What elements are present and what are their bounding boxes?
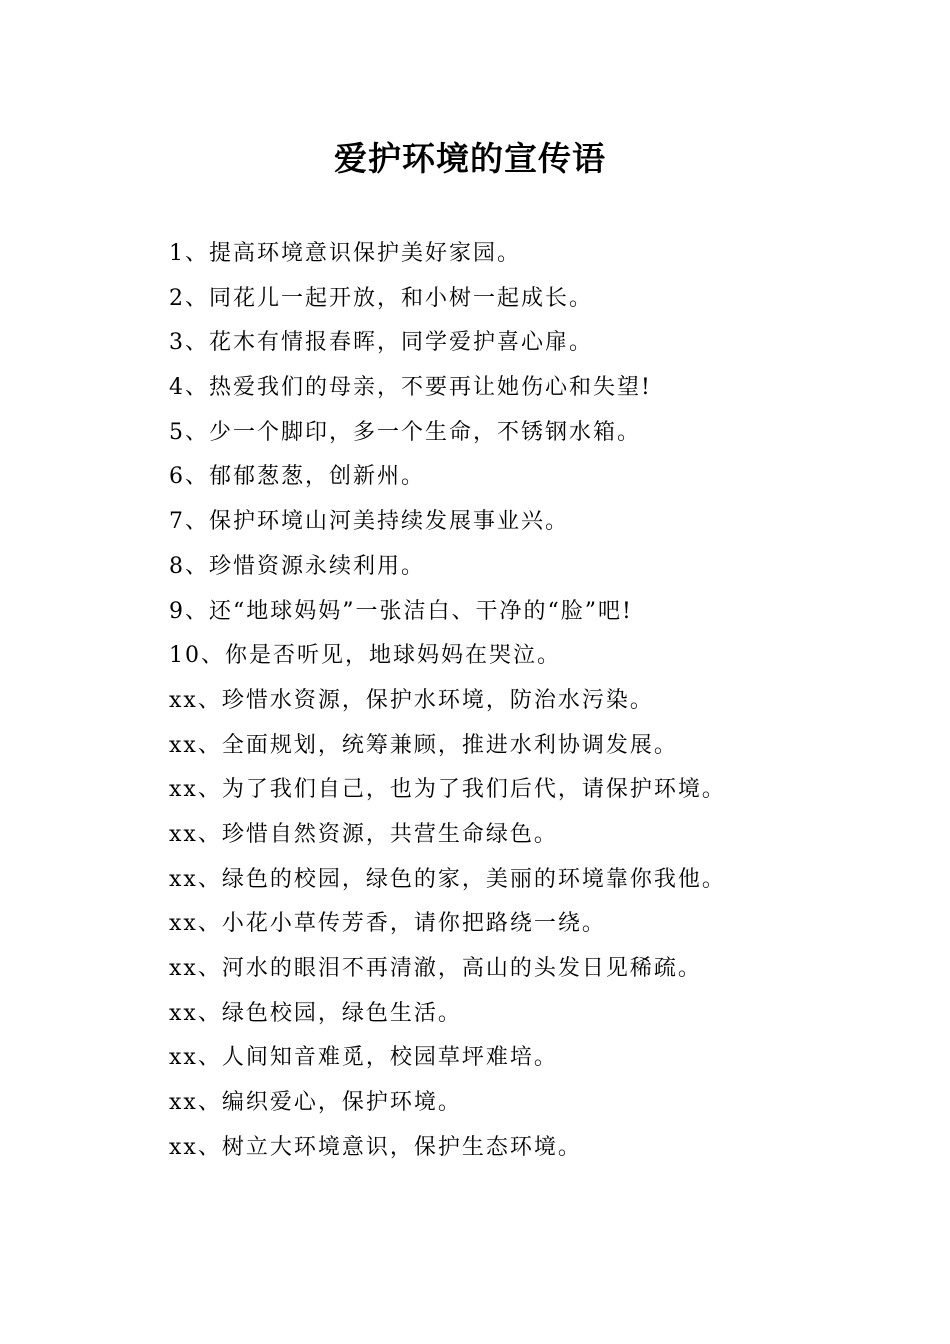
slogan-item: xx、人间知音难觅，校园草坪难培。	[169, 1045, 558, 1071]
slogan-item: xx、河水的眼泪不再清澈，高山的头发日见稀疏。	[169, 956, 702, 981]
slogan-item: xx、编织爱心，保护环境。	[169, 1090, 462, 1116]
slogan-item: 9、还“地球妈妈”一张洁白、干净的“脸”吧!	[169, 598, 633, 624]
slogan-item: 8、珍惜资源永续利用。	[169, 553, 425, 579]
slogan-item: xx、树立大环境意识，保护生态环境。	[169, 1134, 582, 1160]
slogan-item: 10、你是否听见，地球妈妈在哭泣。	[169, 643, 561, 669]
slogan-item: 6、郁郁葱葱，创新州。	[169, 464, 425, 490]
slogan-item: xx、绿色的校园，绿色的家，美丽的环境靠你我他。	[169, 866, 726, 892]
slogan-item: 4、热爱我们的母亲，不要再让她伤心和失望!	[169, 375, 652, 401]
slogan-item: xx、全面规划，统筹兼顾，推进水利协调发展。	[169, 732, 678, 758]
slogan-item: 7、保护环境山河美持续发展事业兴。	[169, 509, 569, 535]
slogan-item: xx、珍惜水资源，保护水环境，防治水污染。	[169, 687, 654, 713]
slogan-list	[169, 232, 889, 1170]
document-title: 爱护环境的宣传语	[334, 139, 606, 178]
slogan-item: 3、花木有情报春晖，同学爱护喜心扉。	[169, 330, 593, 356]
slogan-item: xx、小花小草传芳香，请你把路绕一绕。	[169, 911, 606, 937]
slogan-item: xx、绿色校园，绿色生活。	[169, 1000, 462, 1026]
slogan-item: xx、珍惜自然资源，共营生命绿色。	[169, 821, 558, 847]
slogan-item: 2、同花儿一起开放，和小树一起成长。	[169, 285, 593, 311]
slogan-item: 5、少一个脚印，多一个生命，不锈钢水箱。	[169, 419, 641, 445]
slogan-item: 1、提高环境意识保护美好家园。	[169, 241, 521, 266]
slogan-item: xx、为了我们自己，也为了我们后代，请保护环境。	[169, 777, 726, 803]
